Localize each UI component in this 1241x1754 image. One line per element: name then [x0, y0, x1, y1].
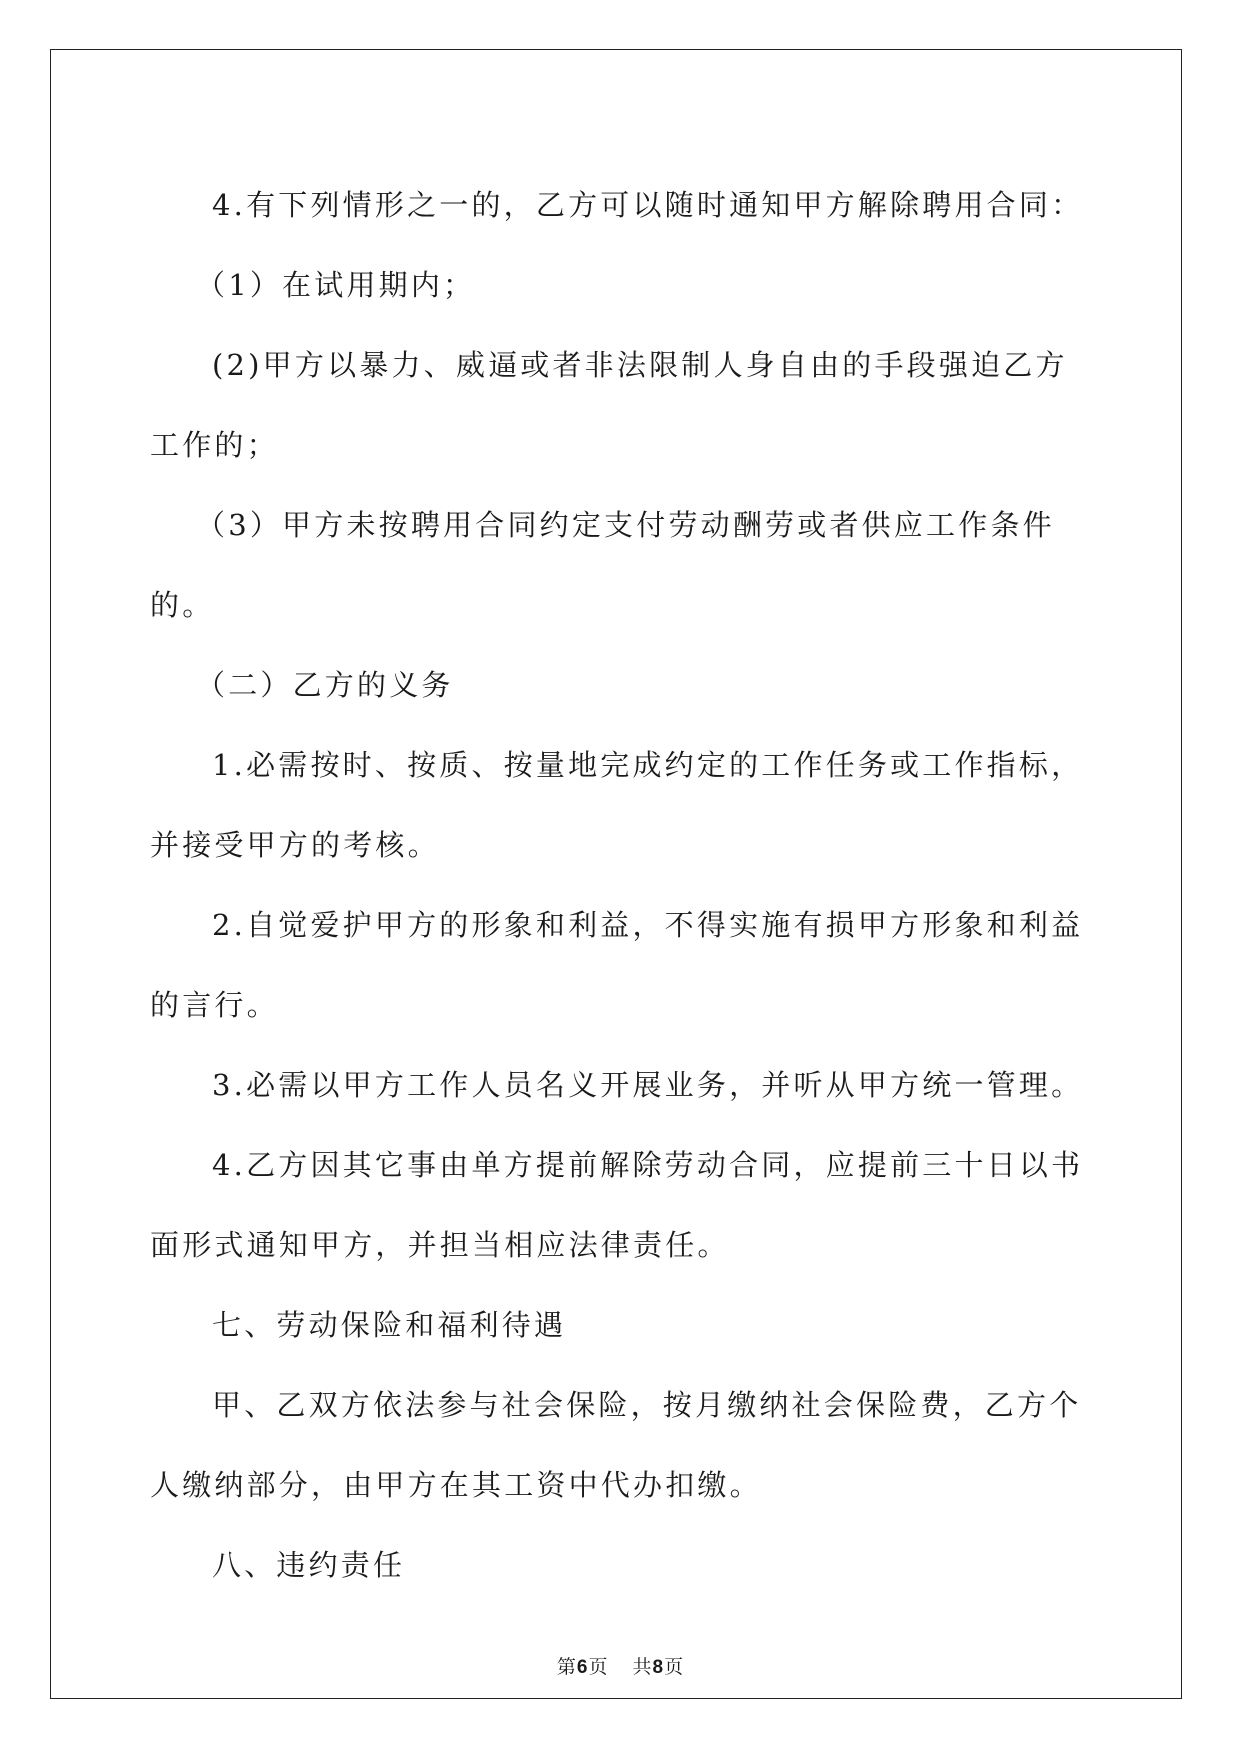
- document-body: [150, 165, 1090, 1605]
- page-suffix: 页: [588, 1656, 609, 1678]
- section-heading: 七、劳动保险和福利待遇: [212, 1308, 567, 1342]
- page-footer: [0, 1652, 1241, 1679]
- current-page-number: 6: [576, 1657, 589, 1678]
- total-prefix: 共: [632, 1656, 653, 1678]
- paragraph: 4.有下列情形之一的，乙方可以随时通知甲方解除聘用合同：: [212, 188, 1084, 222]
- paragraph: （1）在试用期内；: [196, 268, 476, 302]
- total-page-number: 8: [652, 1657, 665, 1678]
- paragraph: 4.乙方因其它事由单方提前解除劳动合同，应提前三十日以书面形式通知甲方，并担当相应法律责任。: [150, 1148, 1084, 1262]
- paragraph: (2)甲方以暴力、威逼或者非法限制人身自由的手段强迫乙方工作的；: [150, 348, 1068, 462]
- paragraph: 2.自觉爱护甲方的形象和利益，不得实施有损甲方形象和利益的言行。: [150, 908, 1084, 1022]
- section-heading: （二）乙方的义务: [196, 668, 454, 702]
- paragraph: 3.必需以甲方工作人员名义开展业务，并听从甲方统一管理。: [212, 1068, 1084, 1102]
- total-suffix: 页: [664, 1656, 685, 1678]
- paragraph: （3）甲方未按聘用合同约定支付劳动酬劳或者供应工作条件的。: [150, 508, 1055, 622]
- paragraph: 甲、乙双方依法参与社会保险，按月缴纳社会保险费，乙方个人缴纳部分，由甲方在其工资中代办扣缴。: [150, 1388, 1082, 1502]
- section-heading: 八、违约责任: [212, 1548, 406, 1582]
- page-prefix: 第: [556, 1656, 577, 1678]
- paragraph: 1.必需按时、按质、按量地完成约定的工作任务或工作指标，并接受甲方的考核。: [150, 748, 1084, 862]
